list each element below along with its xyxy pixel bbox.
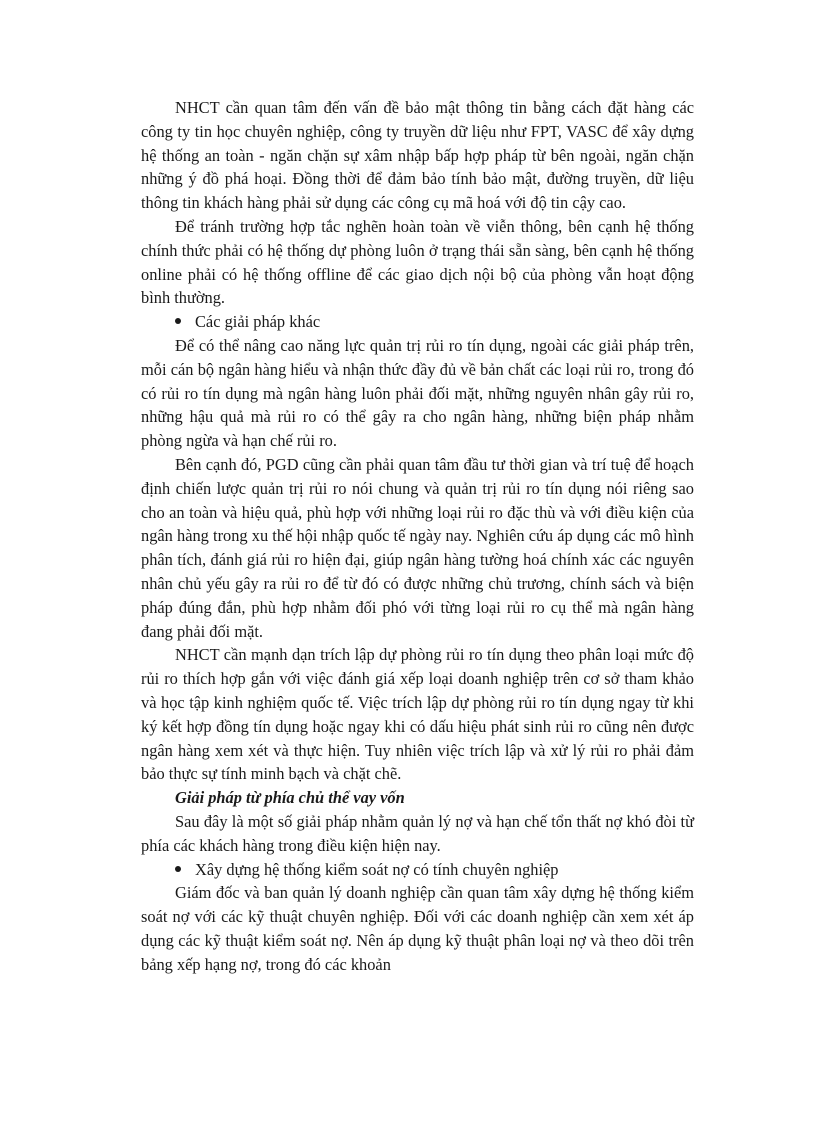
bullet-label: Các giải pháp khác <box>195 312 321 332</box>
paragraph-provisioning: NHCT cần mạnh dạn trích lập dự phòng rủi ro tín dụng theo phân loại mức độ rủi ro thích hợp gắn với việc đánh giá xếp loại doanh nghiệp trên cơ sở tham khảo và học tập kinh nghiệm quốc tế. Việc trích lập dự phòng rủi ro tín dụng ngay từ khi ký kết hợp đồng tín dụng hoặc ngay khi có dấu hiệu phát sinh rủi ro cũng nên được ngân hàng xem xét và thực hiện. Tuy nhiên việc trích lập và xử lý rủi ro phải đảm bảo thực sự tính minh bạch và chặt chẽ. <box>141 645 694 784</box>
paragraph-management: Giám đốc và ban quản lý doanh nghiệp cần quan tâm xây dựng hệ thống kiểm soát nợ với các kỹ thuật chuyên nghiệp. Đối với các doanh nghiệp cần xem xét áp dụng các kỹ thuật kiểm soát nợ. Nên áp dụng kỹ thuật phân loại nợ và theo dõi trên bảng xếp hạng nợ, trong đó các khoản <box>141 883 694 974</box>
bullet-other-solutions <box>141 310 694 334</box>
paragraph-security: NHCT cần quan tâm đến vấn đề bảo mật thông tin bằng cách đặt hàng các công ty tin học chuyên nghiệp, công ty truyền dữ liệu như FPT, VASC để xây dựng hệ thống an toàn - ngăn chặn sự xâm nhập bấp hợp pháp từ bên ngoài, ngăn chặn những ý đồ phá hoại. Đồng thời để đảm bảo tính bảo mật, đường truyền, dữ liệu thông tin khách hàng phải sử dụng các công cụ mã hoá với độ tin cậy cao. <box>141 98 694 213</box>
paragraph-strategy: Bên cạnh đó, PGD cũng cần phải quan tâm đầu tư thời gian và trí tuệ để hoạch định chiến lược quản trị rủi ro nói chung và quản trị rủi ro tín dụng nói riêng sao cho an toàn và hiệu quả, phù hợp với những loại rủi ro đặc thù và với điều kiện của ngân hàng trong xu thế hội nhập quốc tế ngày nay. Nghiên cứu áp dụng các mô hình phân tích, đánh giá rủi ro hiện đại, giúp ngân hàng tường hoá chính xác các nguyên nhân chủ yếu gây ra rủi ro để từ đó có được những chủ trương, chính sách và biện pháp đúng đắn, phù hợp nhằm đối phó với từng loại rủi ro cụ thể mà ngân hàng đang phải đối mặt. <box>141 454 694 641</box>
bullet-label: Xây dựng hệ thống kiểm soát nợ có tính chuyên nghiệp <box>195 859 559 879</box>
bullet-icon <box>175 866 181 872</box>
paragraph-borrower-intro: Sau đây là một số giải pháp nhằm quản lý nợ và hạn chế tổn thất nợ khó đòi từ phía các khách hàng trong điều kiện hiện nay. <box>141 811 694 855</box>
paragraph-backup-system: Để tránh trường hợp tắc nghẽn hoàn toàn về viễn thông, bên cạnh hệ thống chính thức phải có hệ thống dự phòng luôn ở trạng thái sẵn sàng, bên cạnh hệ thống online phải có hệ thống offline để các giao dịch nội bộ của phòng vẫn hoạt động bình thường. <box>141 216 694 308</box>
section-heading-borrower: Giải pháp từ phía chủ thể vay vốn <box>175 788 405 808</box>
bullet-icon <box>175 318 181 324</box>
paragraph-risk-awareness: Để có thể nâng cao năng lực quản trị rủi ro tín dụng, ngoài các giải pháp trên, mỗi cán bộ ngân hàng hiểu và nhận thức đầy đủ về bản chất các loại rủi ro, trong đó có rủi ro tín dụng mà ngân hàng luôn phải đối mặt, những nguyên nhân gây rủi ro, những hậu quả mà rủi ro có thể gây ra cho ngân hàng, những biện pháp nhằm phòng ngừa và hạn chế rủi ro. <box>141 335 694 451</box>
page-body <box>141 96 694 976</box>
bullet-debt-control <box>141 858 694 882</box>
